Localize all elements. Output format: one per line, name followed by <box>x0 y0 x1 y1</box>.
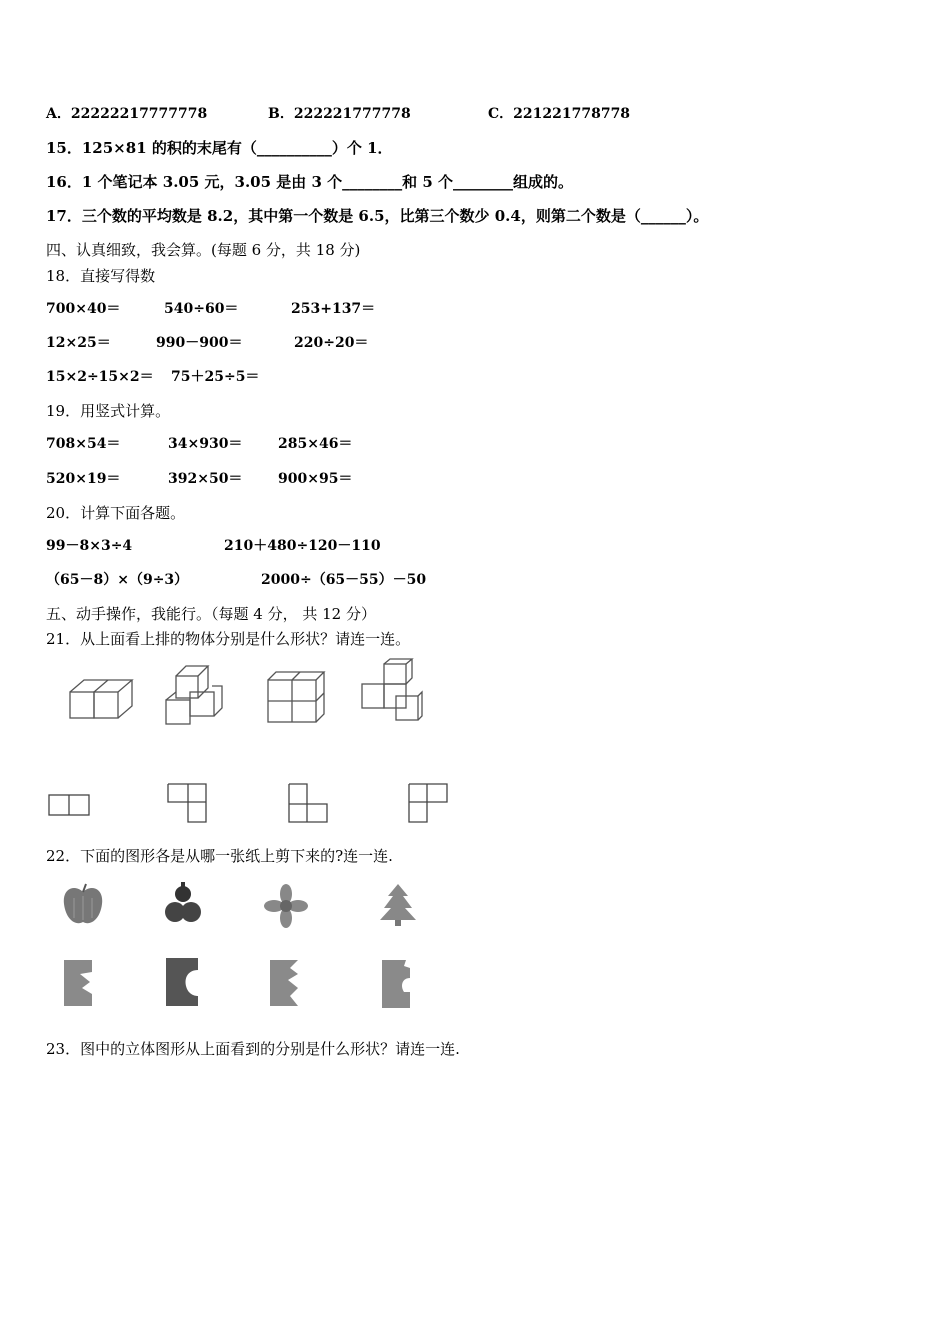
q18-item: 540÷60＝ <box>164 301 239 317</box>
q18-item: 990－900＝ <box>156 335 243 351</box>
tree-shape <box>378 882 418 928</box>
paper-piece-2 <box>164 956 200 1008</box>
question-22-title: 22．下面的图形各是从哪一张纸上剪下来的?连一连. <box>46 847 393 865</box>
cube-figure-1 <box>60 670 130 730</box>
gourd-shape <box>163 880 203 930</box>
q18-item: 253+137＝ <box>291 301 376 317</box>
question-19-title: 19．用竖式计算。 <box>46 402 171 420</box>
cube-figure-4 <box>356 658 428 724</box>
question-15: 15．125×81 的积的末尾有（__________）个 1． <box>46 139 393 157</box>
top-view-shape-1 <box>48 794 92 818</box>
paper-piece-1 <box>62 958 96 1008</box>
question-20-title: 20．计算下面各题。 <box>46 504 186 522</box>
flower-shape <box>264 884 308 928</box>
question-18-title: 18．直接写得数 <box>46 267 156 285</box>
q18-item: 15×2÷15×2＝ <box>46 369 154 385</box>
paper-piece-3 <box>268 958 302 1008</box>
q19-item: 285×46＝ <box>278 436 353 452</box>
q20-item: 210＋480÷120－110 <box>224 538 381 554</box>
top-view-shape-2 <box>166 782 210 826</box>
q18-item: 700×40＝ <box>46 301 121 317</box>
q20-item: 2000÷（65－55）－50 <box>261 572 427 588</box>
option-a: A．22222217777778 <box>46 106 208 122</box>
option-c: C．221221778778 <box>488 106 631 122</box>
cube-figure-3 <box>262 668 332 728</box>
q19-item: 520×19＝ <box>46 471 121 487</box>
q18-item: 75＋25÷5＝ <box>171 369 260 385</box>
question-21-title: 21．从上面看上排的物体分别是什么形状？请连一连。 <box>46 630 411 648</box>
cube-figure-2 <box>158 664 228 730</box>
question-17: 17．三个数的平均数是 8.2，其中第一个数是 6.5，比第三个数少 0.4，则第二个数是（______）。 <box>46 207 709 225</box>
q19-item: 392×50＝ <box>168 471 243 487</box>
q19-item: 34×930＝ <box>168 436 243 452</box>
question-16: 16．1 个笔记本 3.05 元，3.05 是由 3 个________和 5 个________组成的。 <box>46 173 574 191</box>
top-view-shape-4 <box>407 782 451 826</box>
section-4-heading: 四、认真细致，我会算。(每题 6 分，共 18 分) <box>46 241 361 259</box>
question-23-title: 23．图中的立体图形从上面看到的分别是什么形状？请连一连. <box>46 1040 460 1058</box>
section-5-heading: 五、动手操作，我能行。（每题 4 分， 共 12 分） <box>46 605 376 623</box>
q20-item: （65－8）×（9÷3） <box>46 572 189 588</box>
q19-item: 900×95＝ <box>278 471 353 487</box>
q19-item: 708×54＝ <box>46 436 121 452</box>
top-view-shape-3 <box>287 782 331 826</box>
q18-item: 220÷20＝ <box>294 335 369 351</box>
apple-shape <box>60 882 106 928</box>
paper-piece-4 <box>380 958 414 1010</box>
option-b: B．222221777778 <box>268 106 411 122</box>
q18-item: 12×25＝ <box>46 335 111 351</box>
q20-item: 99－8×3÷4 <box>46 538 133 554</box>
